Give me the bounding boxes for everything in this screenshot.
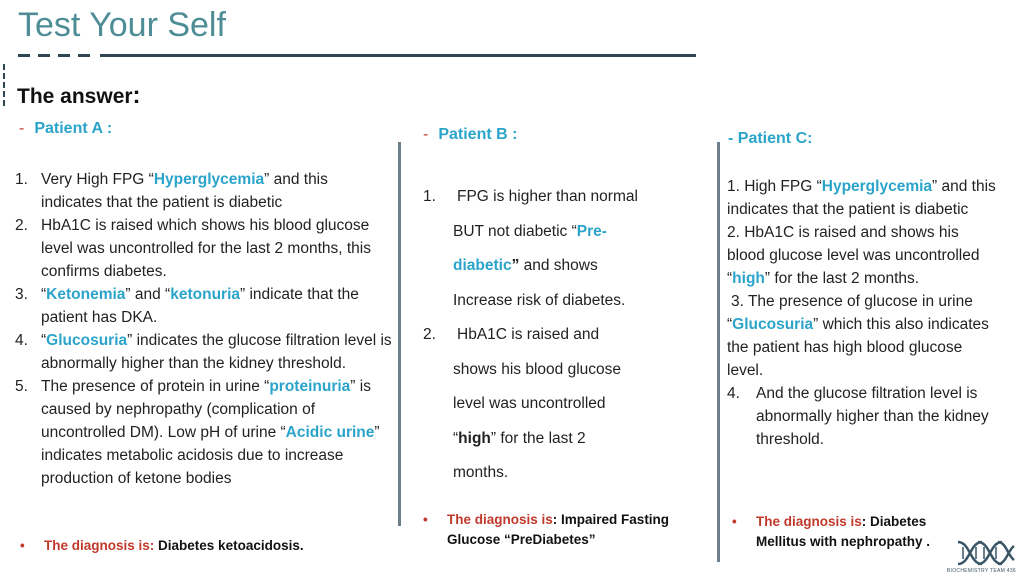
patient-a-diagnosis: • The diagnosis is: Diabetes ketoacidosis. xyxy=(20,536,424,556)
left-accent-rule xyxy=(3,64,7,106)
list-number: 1. xyxy=(15,171,28,188)
bullet-icon: • xyxy=(20,538,25,553)
list-item xyxy=(15,283,393,329)
patient-b-diagnosis: • The diagnosis is: Impaired Fasting Glucose “PreDiabetes” xyxy=(423,512,670,547)
list-item xyxy=(15,329,393,375)
dna-logo-icon xyxy=(956,538,1016,570)
slide-title: Test Your Self xyxy=(18,6,226,44)
item-text: “ xyxy=(41,332,47,349)
highlight-term: Ketonemia xyxy=(46,286,126,303)
patient-b-list: 1. FPG is higher than normal BUT not diabetic “Pre- diabetic” and shows Increase risk of diabetes. 2. HbA1C is raised and shows his blood glucose level was uncontrolled “high” for the last 2 months. xyxy=(423,188,638,481)
bullet-icon: • xyxy=(732,514,737,529)
patient-c-diagnosis: • The diagnosis is: Diabetes Mellitus with nephropathy . xyxy=(732,514,931,549)
item-text: ” and this indicates that the patient is diabetic xyxy=(41,171,328,211)
list-item xyxy=(15,168,393,214)
column-divider xyxy=(717,142,720,562)
item-text: “ xyxy=(41,286,47,303)
highlight-term: proteinuria xyxy=(269,378,351,395)
item-text: ” indicates metabolic acidosis due to increase production of ketone bodies xyxy=(41,424,380,487)
list-number: 3. xyxy=(15,286,28,303)
patient-b-heading: - Patient B : xyxy=(423,126,518,143)
logo-caption: BIOCHEMISTRY TEAM 436 xyxy=(946,568,1016,574)
item-text: ” and “ xyxy=(125,286,171,303)
patient-a-list xyxy=(15,168,393,490)
highlight-term: Glucosuria xyxy=(46,332,128,349)
list-item xyxy=(15,375,393,490)
list-number: 4. xyxy=(15,332,28,349)
highlight-term: Hyperglycemia xyxy=(153,171,265,188)
list-item xyxy=(15,214,393,283)
item-text: ” indicate that the patient has DKA. xyxy=(41,286,359,326)
answer-heading: The answer: xyxy=(17,82,141,109)
item-text: HbA1C is raised which shows his blood glucose level was uncontrolled for the last 2 months, this confirms diabetes. xyxy=(41,217,371,280)
list-number: 2. xyxy=(15,217,28,234)
patient-a-heading: - Patient A : xyxy=(19,120,113,137)
item-text: ” is caused by nephropathy (complication of uncontrolled DM). Low pH of urine “ xyxy=(41,378,371,441)
highlight-term: Acidic urine xyxy=(285,424,375,441)
item-text: The presence of protein in urine “ xyxy=(41,378,270,395)
patient-c-list: 1. High FPG “Hyperglycemia” and this indicates that the patient is diabetic 2. HbA1C is raised and shows his blood glucose level was uncontrolled “high” for the last 2 months. 3. The presence of glucose in urine “Glucosuria” which this also indicates the patient has high blood glucose level. 4. And the glucose filtration level is abnormally higher than the kidney threshold. xyxy=(727,178,996,448)
item-text: ” indicates the glucose filtration level is abnormally higher than the kidney threshold. xyxy=(41,332,392,372)
bullet-icon: • xyxy=(423,512,428,527)
column-divider xyxy=(398,142,401,526)
list-number: 5. xyxy=(15,378,28,395)
highlight-term: ketonuria xyxy=(170,286,240,303)
item-text: Very High FPG “ xyxy=(41,171,154,188)
title-underline xyxy=(18,54,696,57)
patient-c-heading: - Patient C: xyxy=(728,130,813,147)
dash-bullet-icon: - xyxy=(423,126,429,143)
dash-bullet-icon: - xyxy=(19,120,25,137)
